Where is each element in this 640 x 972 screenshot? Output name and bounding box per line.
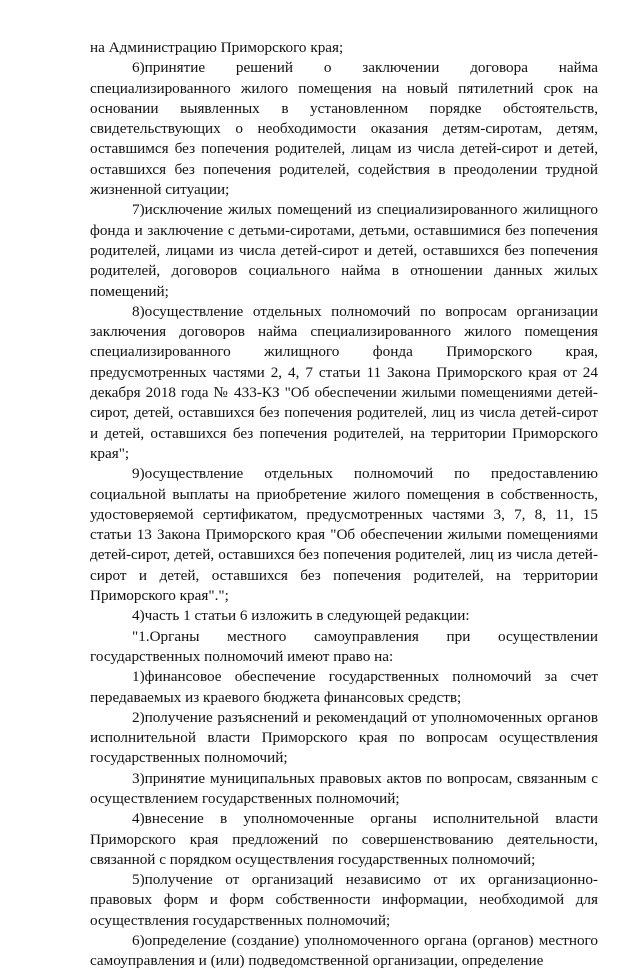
paragraph-continuation: на Администрацию Приморского края; bbox=[90, 39, 344, 56]
paragraph-part-1: "1.Органы местного самоуправления при осуществлении государственных полномочий имеют право на: bbox=[90, 627, 598, 665]
document-body bbox=[90, 38, 598, 972]
paragraph-item-7: 7)исключение жилых помещений из специализированного жилищного фонда и заключение с детьми-сиротами, детьми, оставшимися без попечения родителей, лицами из числа детей-сирот и детей, оставшихся без попечения родителей, договоров социального найма в отношении данных жилых помещений; bbox=[90, 201, 598, 300]
paragraph-item-9: 9)осуществление отдельных полномочий по предоставлению социальной выплаты на приобретение жилого помещения в собственность, удостоверяемой сертификатом, предусмотренных частями 3, 7, 8, 11, 15 статьи 13 Закона Приморского края "Об обеспечении жилыми помещениями детей-сирот, детей, оставшихся без попечения родителей, лиц из числа детей-сирот и детей, оставшихся без попечения родителей, на территории Приморского края"."; bbox=[90, 465, 598, 605]
paragraph-item-8: 8)осуществление отдельных полномочий по вопросам организации заключения договоров найма специализированного жилого помещения специализированного жилищного фонда Приморского края, предусмотренных частями 2, 4, 7 статьи 11 Закона Приморского края от 24 декабря 2018 года № 433-КЗ "Об обеспечении жилыми помещениями детей-сирот, детей, оставшихся без попечения родителей, лиц из числа детей-сирот и детей, оставшихся без попечения родителей, на территории Приморского края"; bbox=[90, 302, 598, 462]
paragraph-right-5: 5)получение от организаций независимо от их организационно-правовых форм и форм собственности информации, необходимой для осуществления государственных полномочий; bbox=[90, 871, 598, 929]
paragraph-right-3: 3)принятие муниципальных правовых актов по вопросам, связанным с осуществлением государственных полномочий; bbox=[90, 769, 598, 807]
paragraph-right-6: 6)определение (создание) уполномоченного органа (органов) местного самоуправления и (или) подведомственной организации, определение bbox=[90, 932, 598, 970]
paragraph-right-1: 1)финансовое обеспечение государственных полномочий за счет передаваемых из краевого бюджета финансовых средств; bbox=[90, 668, 598, 706]
paragraph-amendment-4: 4)часть 1 статьи 6 изложить в следующей редакции: bbox=[132, 607, 470, 625]
paragraph-right-2: 2)получение разъяснений и рекомендаций от уполномоченных органов исполнительной власти Приморского края по вопросам осуществления государственных полномочий; bbox=[90, 708, 598, 767]
paragraph-item-6: 6)принятие решений о заключении договора найма специализированного жилого помещения на новый пятилетний срок на основании выявленных в установленном порядке обстоятельств, свидетельствующих о необходимости оказания детям-сиротам, детям, оставшимся без попечения родителей, лицам из числа детей-сирот и детей, оставшихся без попечения родителей, содействия в преодолении трудной жизненной ситуации; bbox=[90, 59, 598, 199]
paragraph-right-4: 4)внесение в уполномоченные органы исполнительной власти Приморского края предложений по совершенствованию деятельности, связанной с порядком осуществления государственных полномочий; bbox=[90, 810, 598, 868]
